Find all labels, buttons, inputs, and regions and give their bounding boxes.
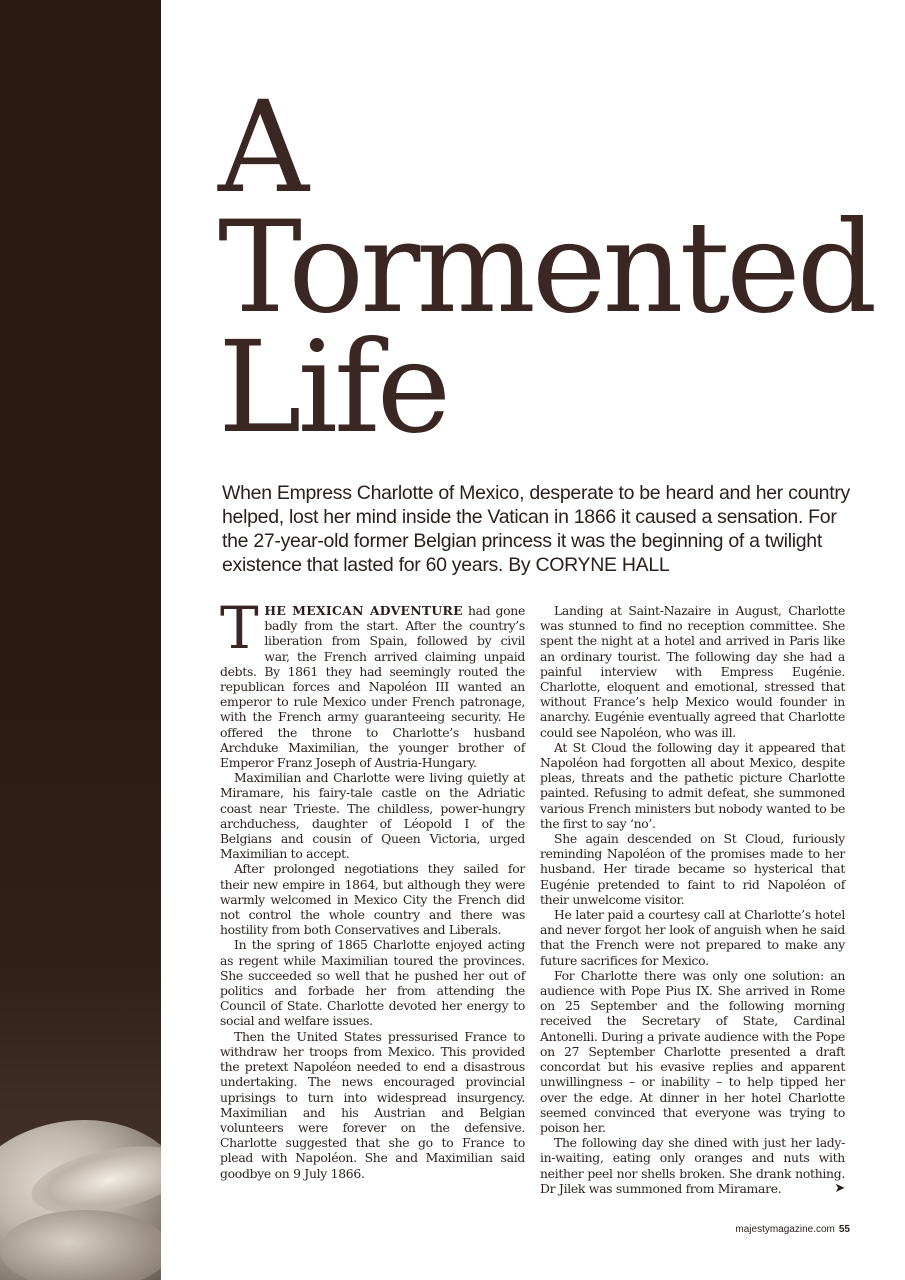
article-paragraph: At St Cloud the following day it appeared that Napoléon had forgotten all about Mexico, despite pleas, threats and the pathetic picture Charlotte painted. Refusing to admit defeat, she summoned various French ministers but nobody wanted to be the first to say ‘no’. [540, 739, 845, 831]
article-column-right [540, 603, 845, 1196]
lead-paragraph-text: had gone badly from the start. After the country’s liberation from Spain, followed by civil war, the French arrived claiming unpaid debts. By 1861 they had seemingly routed the republican forces and Napoléon III wanted an emperor to rule Mexico under French patronage, with the French army guaranteeing security. He offered the throne to Charlotte’s husband Archduke Maximilian, the younger brother of Emperor Franz Joseph of Austria-Hungary. [220, 603, 525, 771]
standfirst: When Empress Charlotte of Mexico, desperate to be heard and her country helped, lost her mind inside the Vatican in 1866 it caused a sensation. For the 27-year-old former Belgian princess it was the beginning of a twilight existence that lasted for 60 years. By CORYNE HALL [222, 482, 850, 576]
lead-in-caps: HE MEXICAN ADVENTURE [264, 603, 463, 618]
last-paragraph-text: The following day she dined with just her lady-in-waiting, eating only oranges and nuts with neither peel nor shells broken. She drank nothing. Dr Jilek was summoned from Miramare. [540, 1135, 845, 1196]
article-paragraph: She again descended on St Cloud, furiously reminding Napoléon of the promises made to her husband. Her tirade became so hysterical that Eugénie pretended to faint to rid Napoléon of their unwelcome visitor. [540, 831, 845, 907]
title-line: Life [218, 314, 448, 461]
article-paragraph: Landing at Saint-Nazaire in August, Charlotte was stunned to find no reception committee. She spent the night at a hotel and arrived in Paris like an ordinary tourist. The following day she had a painful interview with Empress Eugénie. Charlotte, eloquent and emotional, stressed that without France’s help Mexico would founder in anarchy. Eugénie eventually agreed that Charlotte could see Napoléon, who was ill. [540, 603, 845, 740]
article-column-left [220, 594, 525, 1181]
article-paragraph: After prolonged negotiations they sailed for their new empire in 1864, but although they were warmly welcomed in Mexico City the French did not control the whole country and there was hostility from both Conservatives and Liberals. [220, 861, 525, 938]
page-footer [700, 1224, 850, 1235]
article-paragraph-last [540, 1135, 845, 1196]
article-paragraph [220, 594, 525, 771]
article-paragraph: In the spring of 1865 Charlotte enjoyed acting as regent while Maximilian toured the provinces. She succeeded so well that he pushed her out of politics and forbade her from attending the Council of State. Charlotte devoted her energy to social and welfare issues. [220, 937, 525, 1029]
article-paragraph: Then the United States pressurised France to withdraw her troops from Mexico. This provided the pretext Napoléon needed to end a disastrous undertaking. The news encouraged provincial uprisings to turn into widespread insurgency. Maximilian and his Austrian and Belgian volunteers were forever on the defensive. Charlotte suggested that she go to France to plead with Napoléon. She and Maximilian said goodbye on 9 July 1866. [220, 1028, 525, 1181]
article-title [218, 74, 878, 461]
title-line: Tormented [218, 194, 874, 341]
article-paragraph: He later paid a courtesy call at Charlotte’s hotel and never forgot her look of anguish when he said that the French were not prepared to make any future sacrifices for Mexico. [540, 907, 845, 968]
drop-cap: T [220, 594, 259, 662]
website-url: majestymagazine.com [735, 1224, 835, 1235]
page-number: 55 [838, 1224, 850, 1235]
article-paragraph: Maximilian and Charlotte were living quietly at Miramare, his fairy-tale castle on the Adriatic coast near Trieste. The childless, power-hungry archduchess, daughter of Léopold I of the Belgians and cousin of Queen Victoria, urged Maximilian to accept. [220, 770, 525, 862]
side-painting-image [0, 0, 161, 1280]
article-paragraph: For Charlotte there was only one solution: an audience with Pope Pius IX. She arrived in Rome on 25 September and the following morning received the Secretary of State, Cardinal Antonelli. During a private audience with the Pope on 27 September Charlotte presented a draft concordat but his evasive replies and apparent unwillingness – or inability – to help tipped her over the edge. At dinner in her hotel Charlotte seemed convinced that everyone was trying to poison her. [540, 967, 845, 1135]
continue-arrow-icon: ➤ [834, 1180, 845, 1196]
title-line: A [218, 74, 305, 221]
